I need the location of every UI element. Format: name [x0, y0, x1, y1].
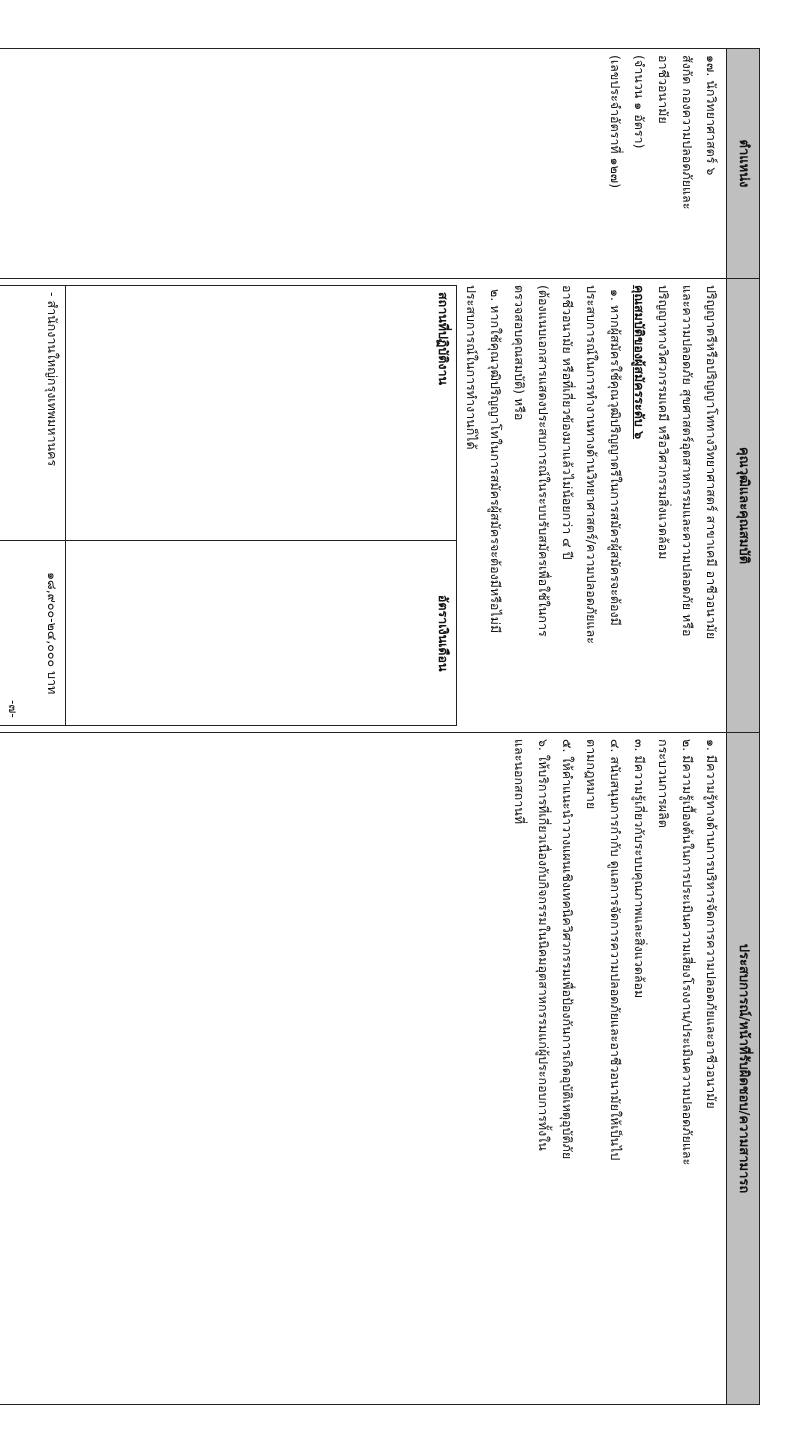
- special-qual-heading: คุณสมบัติของผู้สมัครระดับ ๖: [632, 285, 647, 440]
- qual-item-line: ๒. หากใช้คุณวุฒิปริญญาโทในการสมัครผู้สมัครจะต้องมีหรือไม่มี: [488, 289, 503, 634]
- qual-intro-line: ปริญญาทางวิศวกรรมเคมี หรือวิศวกรรมสิ่งแวดล้อม: [656, 285, 671, 560]
- position-count: (จำนวน ๑ อัตรา): [632, 55, 647, 149]
- qual-item-line: ๑. หากผู้สมัครใช้คุณวุฒิปริญญาตรีในการสมัครผู้สมัครจะต้องมี: [608, 289, 623, 626]
- position-title: ๑๗. นักวิทยาศาสตร์ ๖: [704, 55, 719, 176]
- experience-line: ตามกฎหมาย: [584, 739, 599, 810]
- qual-item-line: ตรวจสอบคุณสมบัติ) หรือ: [512, 285, 527, 421]
- qual-item-line: ประสบการณ์ในการทำงานทางด้านวิทยาศาสตร์/ความปลอดภัยและ: [584, 285, 599, 644]
- position-number: (เลขประจำอัตราที่ ๑๒๗): [608, 55, 623, 189]
- position-dept: สังกัด กองความปลอดภัยและ: [680, 55, 695, 210]
- qual-intro-line: ปริญญาตรีหรือปริญญาโททางวิทยาศาสตร์ สาขาเคมี อาชีวอนามัย: [704, 285, 719, 640]
- experience-line: ๔. สนับสนุนการกำกับ ดูแลการจัดการความปลอดภัยและอาชีวอนามัยให้เป็นไป: [608, 739, 623, 1161]
- qual-item-line: ประสบการณ์ในการทำงานก็ได้: [464, 285, 479, 450]
- experience-cell: [0, 733, 727, 1405]
- page-number: -๗-: [6, 700, 20, 718]
- experience-line: ๑. มีความรู้ทางด้านการบริหารจัดการความปลอดภัยและอาชีวอนามัย: [704, 739, 719, 1109]
- rotated-sheet: [45, 48, 760, 1404]
- salary-header: อัตราเงินเดือน: [66, 541, 457, 726]
- header-experience: ประสบการณ์/หน้าที่รับผิดชอบ/ความสามารถ: [727, 733, 760, 1405]
- experience-line: ๒. มีความรู้เบื้องต้นในการประเมินความเสี่ยงโรงงาน/ประเมินความปลอดภัยและ: [680, 739, 695, 1166]
- qual-item-line: อาชีวอนามัย หรือที่เกี่ยวข้องมาแล้วไม่น้อยกว่า ๔ ปี: [560, 285, 575, 560]
- experience-line: กระบวนการผลิต: [656, 739, 671, 828]
- job-table: [0, 48, 760, 1405]
- experience-line: ๕. ให้คำแนะนำวางแผนเชิงเทคนิควิศวกรรมเพื่อป้องกันการเกิดอุบัติเหตุอุบัติภัย: [560, 739, 575, 1160]
- salary-value: ๑๘,๙๐๐-๒๔,๐๐๐ บาท: [0, 541, 66, 726]
- experience-line: ๓. มีความรู้เกี่ยวกับระบบคุณภาพและสิ่งแวดล้อม: [632, 739, 647, 999]
- qualifications-cell: [0, 279, 727, 733]
- position-cell: [0, 49, 727, 279]
- experience-line: ๖. ให้บริการที่เกี่ยวเนื่องกับกิจกรรมในนิคมอุตสาหกรรมแก่ผู้ประกอบการทั้งใน: [536, 739, 551, 1151]
- experience-line: และนอกสถานที่: [512, 739, 527, 825]
- header-row: [727, 49, 760, 1405]
- position-dept-cont: อาชีวอนามัย: [656, 55, 671, 124]
- workplace-value: - สำนักงานใหญ่กรุงเทพมหานคร: [0, 286, 66, 541]
- workplace-header: สถานที่ปฏิบัติงาน: [66, 286, 457, 541]
- table-row: [0, 49, 727, 1405]
- qual-intro-line: และความปลอดภัย สุขศาสตร์อุตสาหกรรมและความปลอดภัย หรือ: [680, 285, 695, 637]
- workplace-salary-table: [0, 285, 457, 726]
- qual-item-line: (ต้องแนบเอกสารแสดงประสบการณ์ในระบบรับสมัครเพื่อใช้ในการ: [536, 285, 551, 637]
- header-qualifications: คุณวุฒิและคุณสมบัติ: [727, 279, 760, 733]
- header-position: ตำแหน่ง: [727, 49, 760, 279]
